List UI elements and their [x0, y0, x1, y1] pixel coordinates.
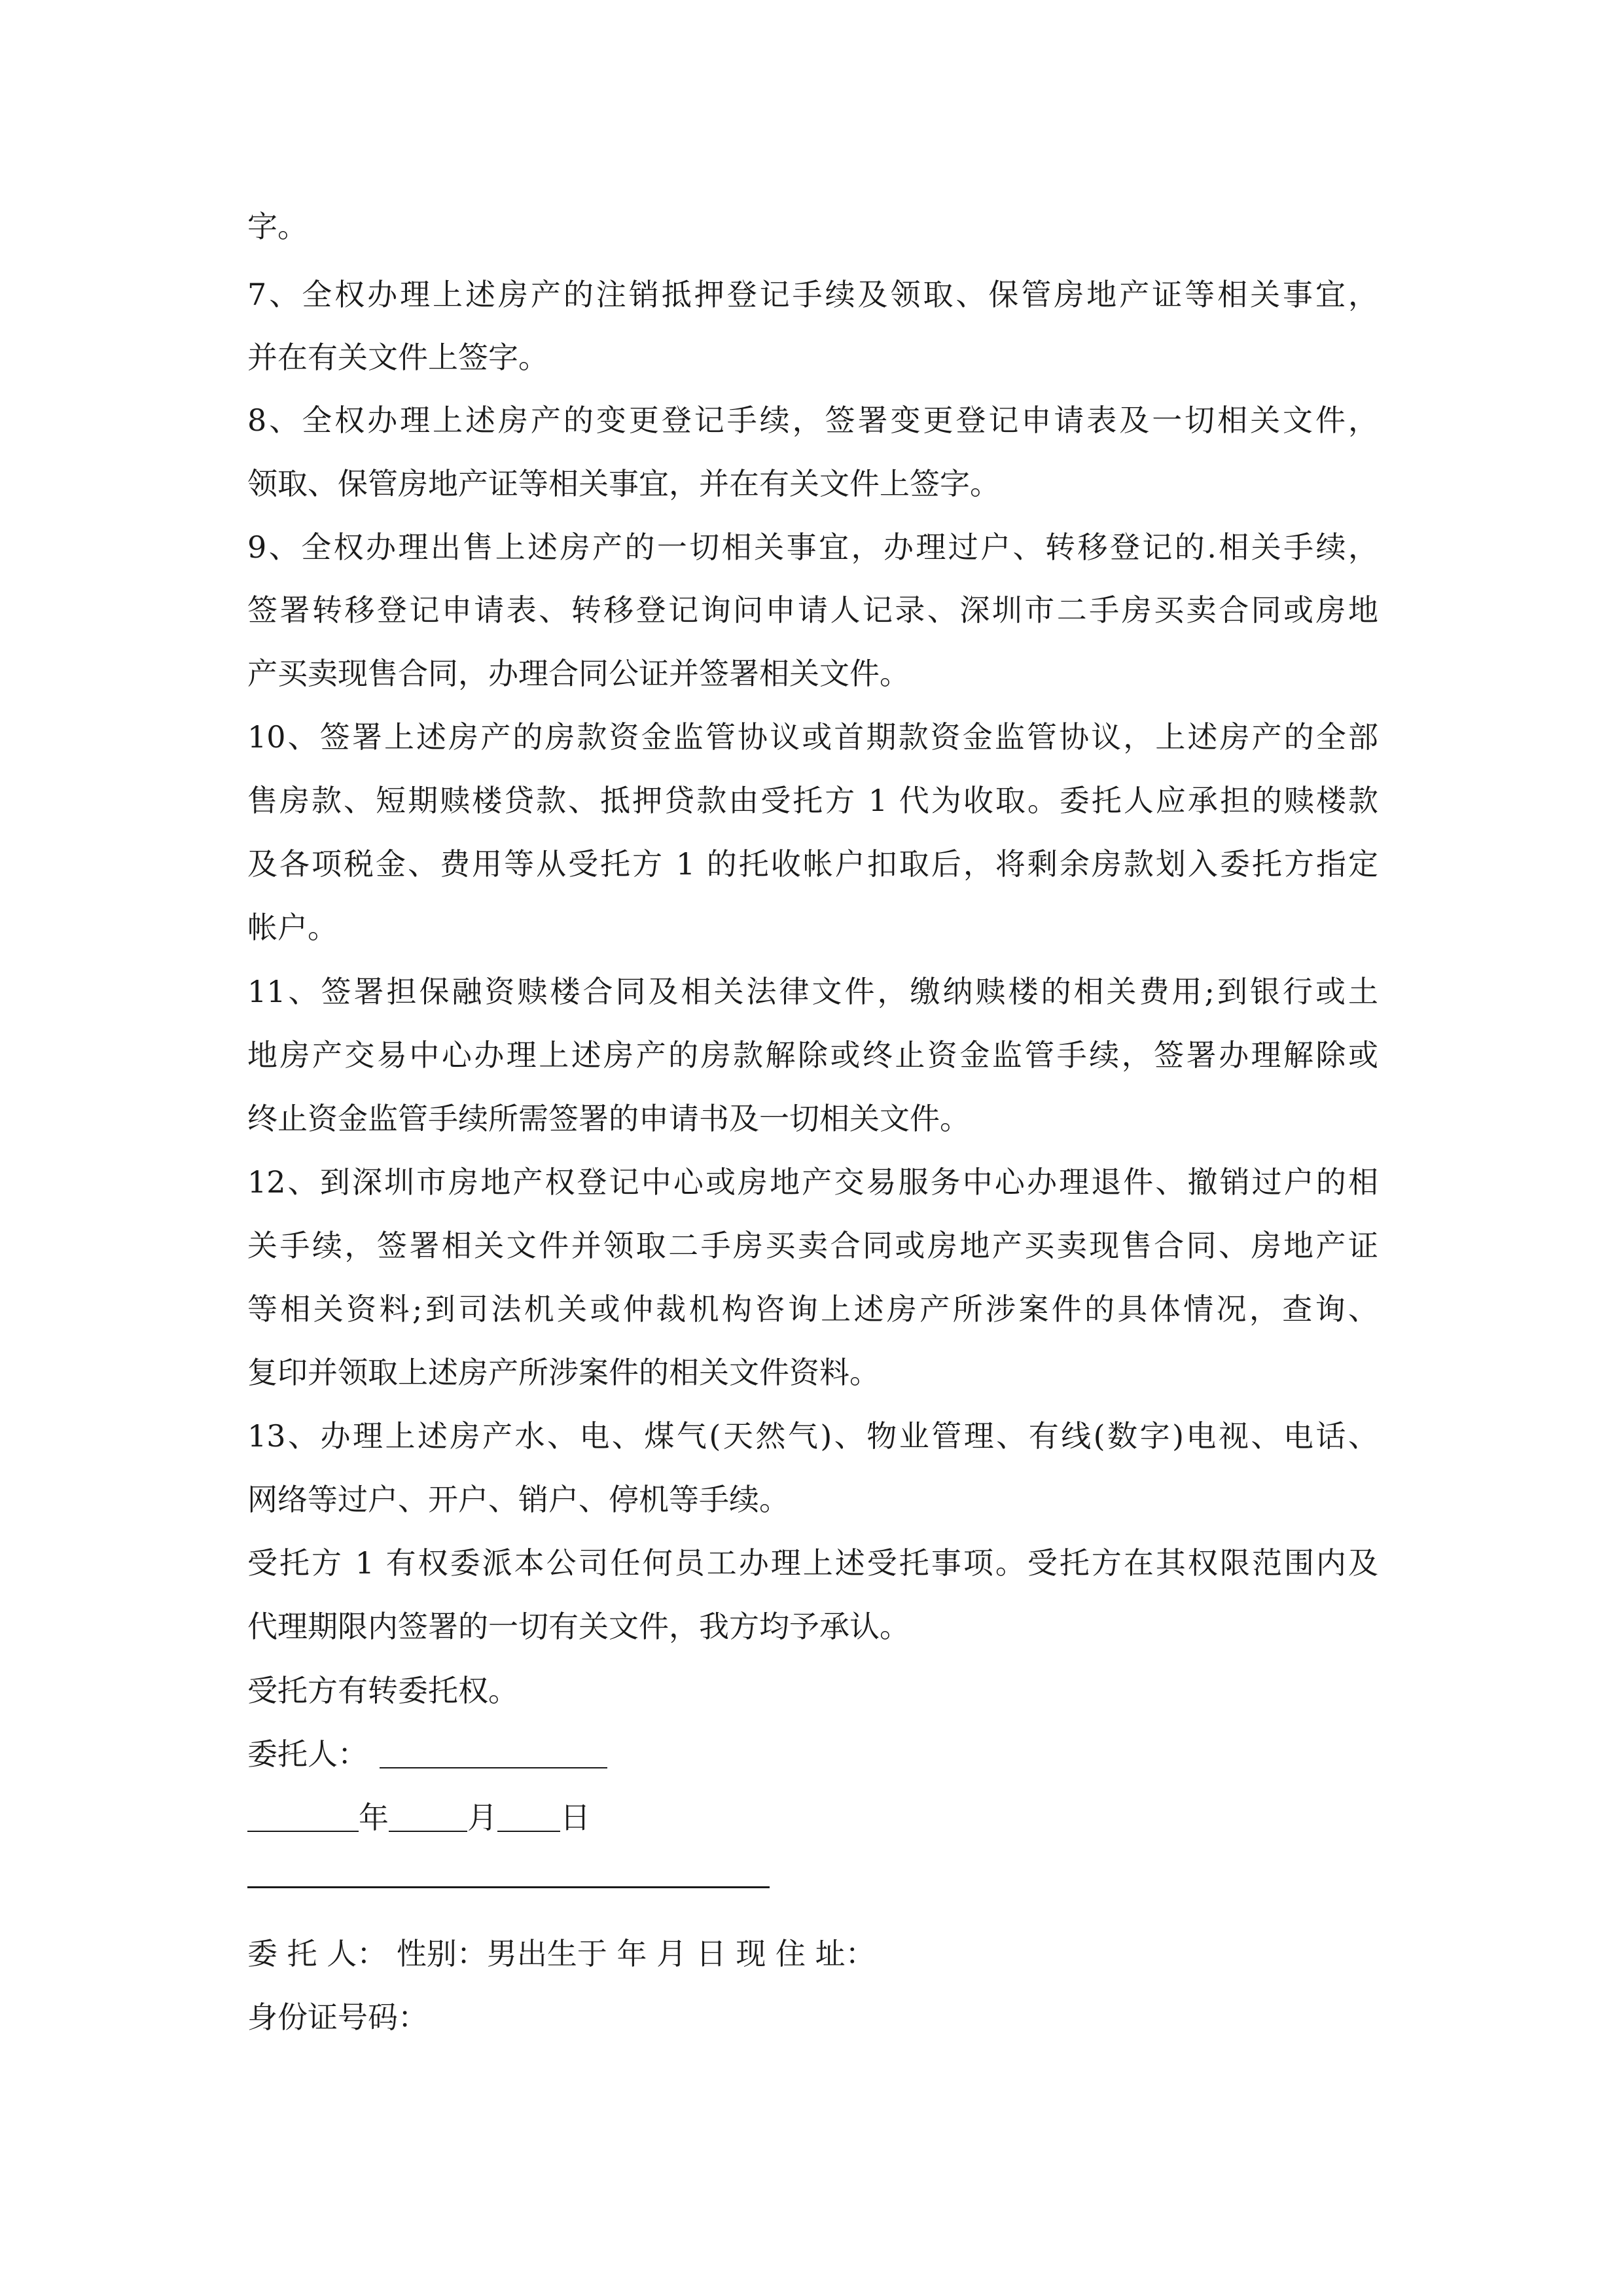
month-label: 月: [467, 1800, 497, 1835]
paragraph-line: 字。: [247, 209, 308, 244]
paragraph-line: 等相关资料;到司法机关或仲裁机构咨询上述房产所涉案件的具体情况，查询、: [247, 1291, 1378, 1327]
paragraph-line: 关手续，签署相关文件并领取二手房买卖合同或房地产买卖现售合同、房地产证: [247, 1228, 1378, 1263]
paragraph-line: 12、到深圳市房地产权登记中心或房地产交易服务中心办理退件、撤销过户的相: [247, 1164, 1378, 1200]
paragraph-line: 代理期限内签署的一切有关文件，我方均予承认。: [247, 1609, 910, 1644]
paragraph-line: 受托方 1 有权委派本公司任何员工办理上述受托事项。受托方在其权限范围内及: [247, 1545, 1378, 1581]
day-blank: [497, 1802, 560, 1832]
year-label: 年: [359, 1800, 389, 1835]
paragraph-line: 10、签署上述房产的房款资金监管协议或首期款资金监管协议，上述房产的全部: [247, 719, 1378, 755]
principal-details-line: 委 托 人： 性别：男出生于 年 月 日 现 住 址：: [247, 1936, 876, 1971]
month-blank: [389, 1802, 467, 1832]
paragraph-line: 终止资金监管手续所需签署的申请书及一切相关文件。: [247, 1101, 970, 1136]
paragraph-line: 售房款、短期赎楼贷款、抵押贷款由受托方 1 代为收取。委托人应承担的赎楼款: [247, 783, 1378, 818]
signature-date-line: [247, 1798, 590, 1837]
day-label: 日: [560, 1800, 590, 1835]
year-blank: [247, 1802, 359, 1832]
principal-signature-blank: [380, 1738, 607, 1768]
paragraph-line: 产买卖现售合同，办理合同公证并签署相关文件。: [247, 656, 910, 691]
section-divider: [247, 1886, 770, 1888]
paragraph-line: 受托方有转委托权。: [247, 1673, 518, 1708]
paragraph-line: 并在有关文件上签字。: [247, 340, 548, 375]
principal-label: 委托人：: [247, 1736, 368, 1772]
principal-signature-line: [247, 1734, 607, 1774]
paragraph-line: 帐户。: [247, 910, 338, 945]
id-number-label: 身份证号码：: [247, 2000, 428, 2035]
paragraph-line: 地房产交易中心办理上述房产的房款解除或终止资金监管手续，签署办理解除或: [247, 1037, 1378, 1073]
paragraph-line: 签署转移登记申请表、转移登记询问申请人记录、深圳市二手房买卖合同或房地: [247, 592, 1378, 628]
paragraph-line: 领取、保管房地产证等相关事宜，并在有关文件上签字。: [247, 466, 1000, 501]
paragraph-line: 复印并领取上述房产所涉案件的相关文件资料。: [247, 1355, 880, 1390]
paragraph-line: 及各项税金、费用等从受托方 1 的托收帐户扣取后，将剩余房款划入委托方指定: [247, 846, 1378, 882]
paragraph-line: 8、全权办理上述房产的变更登记手续，签署变更登记申请表及一切相关文件，: [247, 403, 1378, 438]
paragraph-line: 网络等过户、开户、销户、停机等手续。: [247, 1482, 789, 1517]
paragraph-line: 13、办理上述房产水、电、煤气(天然气)、物业管理、有线(数字)电视、电话、: [247, 1418, 1378, 1454]
paragraph-line: 7、全权办理上述房产的注销抵押登记手续及领取、保管房地产证等相关事宜，: [247, 277, 1378, 312]
paragraph-line: 11、签署担保融资赎楼合同及相关法律文件，缴纳赎楼的相关费用;到银行或土: [247, 974, 1378, 1009]
paragraph-line: 9、全权办理出售上述房产的一切相关事宜，办理过户、转移登记的.相关手续，: [247, 529, 1378, 565]
